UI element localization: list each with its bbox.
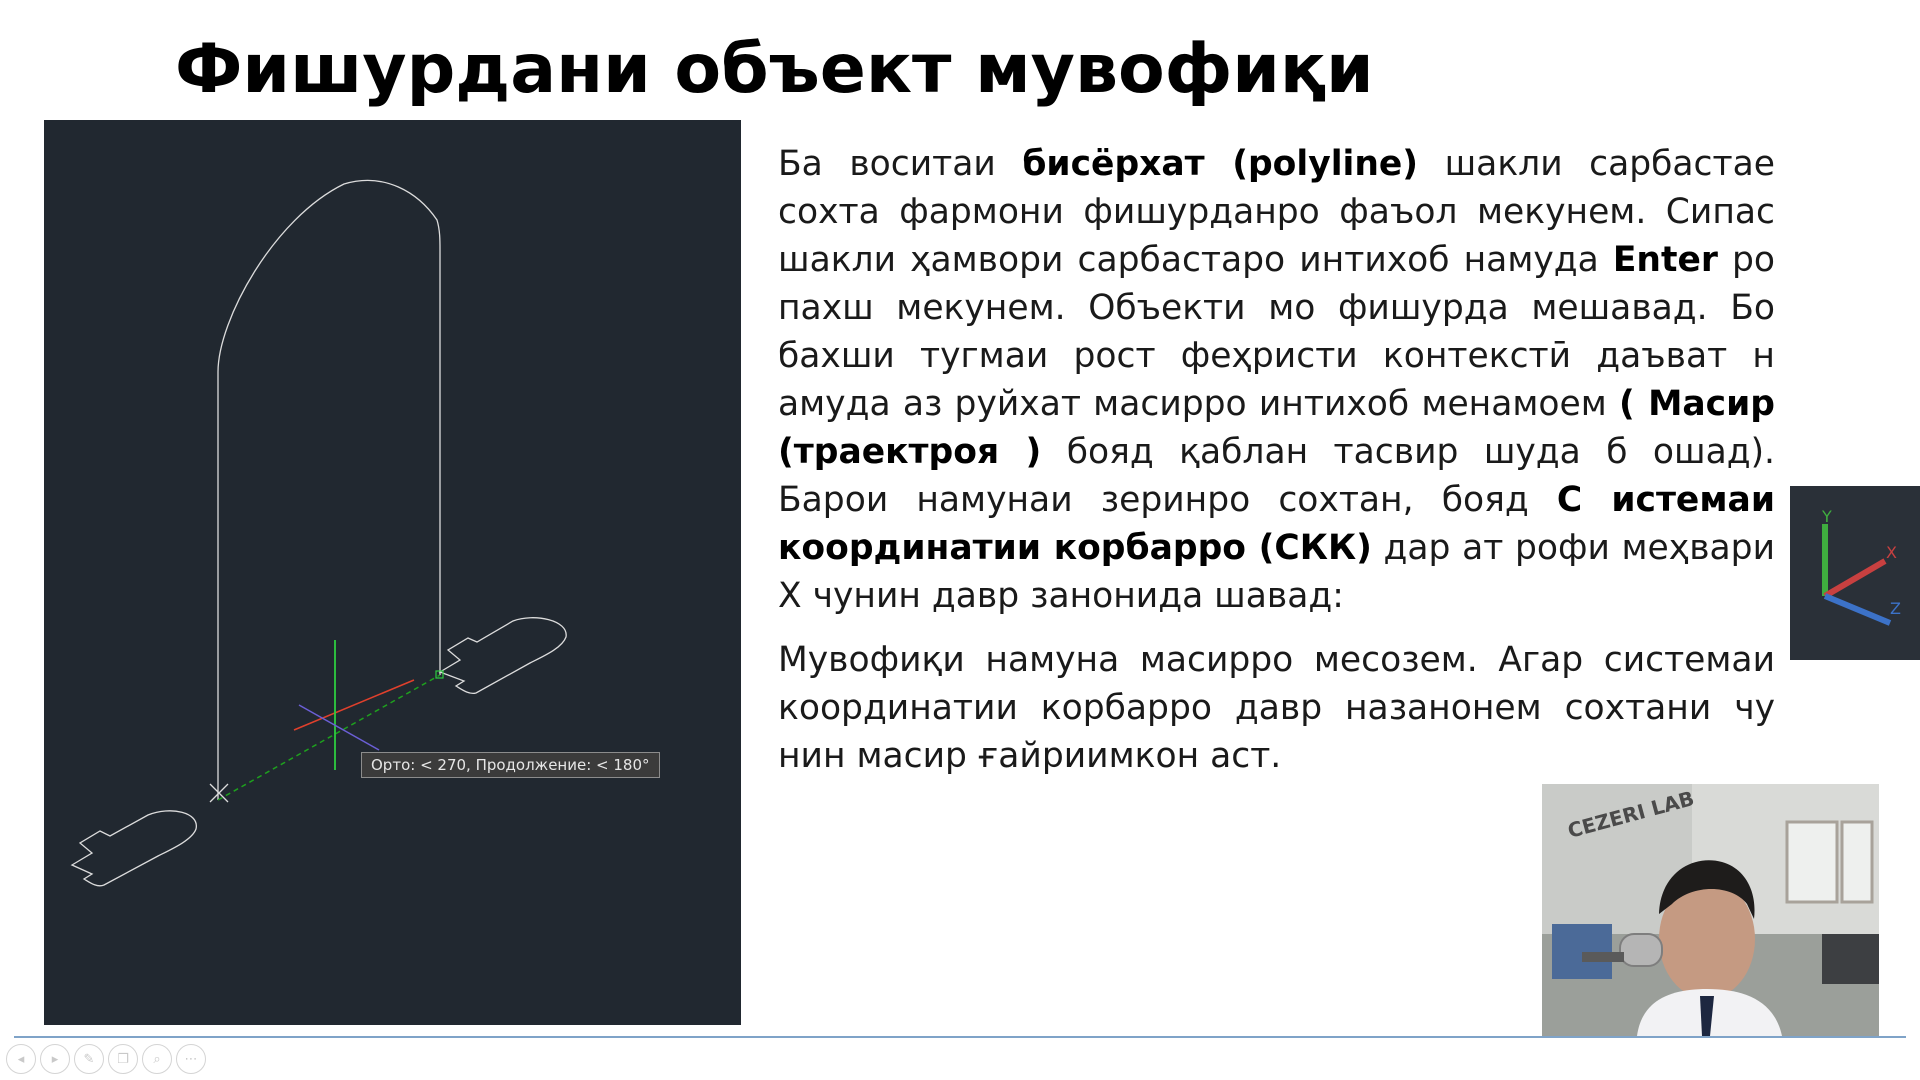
- pen-icon[interactable]: ✎: [74, 1044, 104, 1074]
- profile-shape-bottom: [72, 811, 196, 886]
- text-run: ро пахш мекунем. Объекти мо фишурда мешавад. Бо бахши тугмаи рост феҳристи контекстӣ даъват н амуда аз руйхат масирро интихоб менамоем: [778, 240, 1775, 424]
- text-run: Ба воситаи: [778, 144, 1023, 184]
- text-run: шакли сарбастае сохта фармони фишурданро фаъол мекунем. Сипас шакли ҳамвори сарбастаро интихоб намуда: [778, 144, 1775, 280]
- paragraph-2: Мувофиқи намуна масирро месозем. Агар системаи координатии корбарро давр назанонем сохтани чу нин масир ғайриимкон аст.: [778, 640, 1775, 776]
- play-icon[interactable]: ▸: [40, 1044, 70, 1074]
- bold-enter: Enter: [1612, 240, 1718, 280]
- ortho-tooltip: Орто: < 270, Продолжение: < 180°: [361, 752, 660, 778]
- zoom-icon[interactable]: ⌕: [142, 1044, 172, 1074]
- ucs-axis-z: Z: [1890, 599, 1901, 618]
- tracking-line: [218, 675, 440, 800]
- text-run: дар ат рофи меҳвари X чунин давр занонида шавад:: [778, 528, 1775, 616]
- bold-ucs: С истемаи координатии корбарро (СКК): [778, 480, 1775, 568]
- bold-path: ( Масир (траектроя ): [778, 384, 1776, 472]
- ucs-axis-y: Y: [1822, 507, 1832, 526]
- slide-title: Фишурдани объект мувофиқи: [175, 30, 1374, 109]
- copy-icon[interactable]: ❐: [108, 1044, 138, 1074]
- cezeri-logo: CEZERI LAB: [1565, 786, 1697, 843]
- cad-drawing: [44, 120, 741, 1025]
- slide-body-text: [778, 140, 1775, 780]
- bold-polyline: бисёрхат (polyline): [1022, 144, 1419, 184]
- slide-bottom-rule: [14, 1036, 1906, 1038]
- slideshow-controls: [6, 1044, 206, 1078]
- autocad-viewport[interactable]: [44, 120, 741, 1025]
- webcam-overlay: [1542, 784, 1879, 1036]
- more-icon[interactable]: ⋯: [176, 1044, 206, 1074]
- crosshair-x: [294, 680, 414, 730]
- ucs-axis-x: X: [1886, 543, 1897, 562]
- ucs-icon: [1790, 486, 1920, 660]
- profile-shape-top: [440, 618, 566, 694]
- path-polyline: [218, 180, 440, 800]
- text-run: бояд қаблан тасвир шуда б ошад). Барои намунаи зеринро сохтан, бояд: [778, 432, 1775, 520]
- paragraph-1: [778, 140, 1775, 620]
- prev-icon[interactable]: ◂: [6, 1044, 36, 1074]
